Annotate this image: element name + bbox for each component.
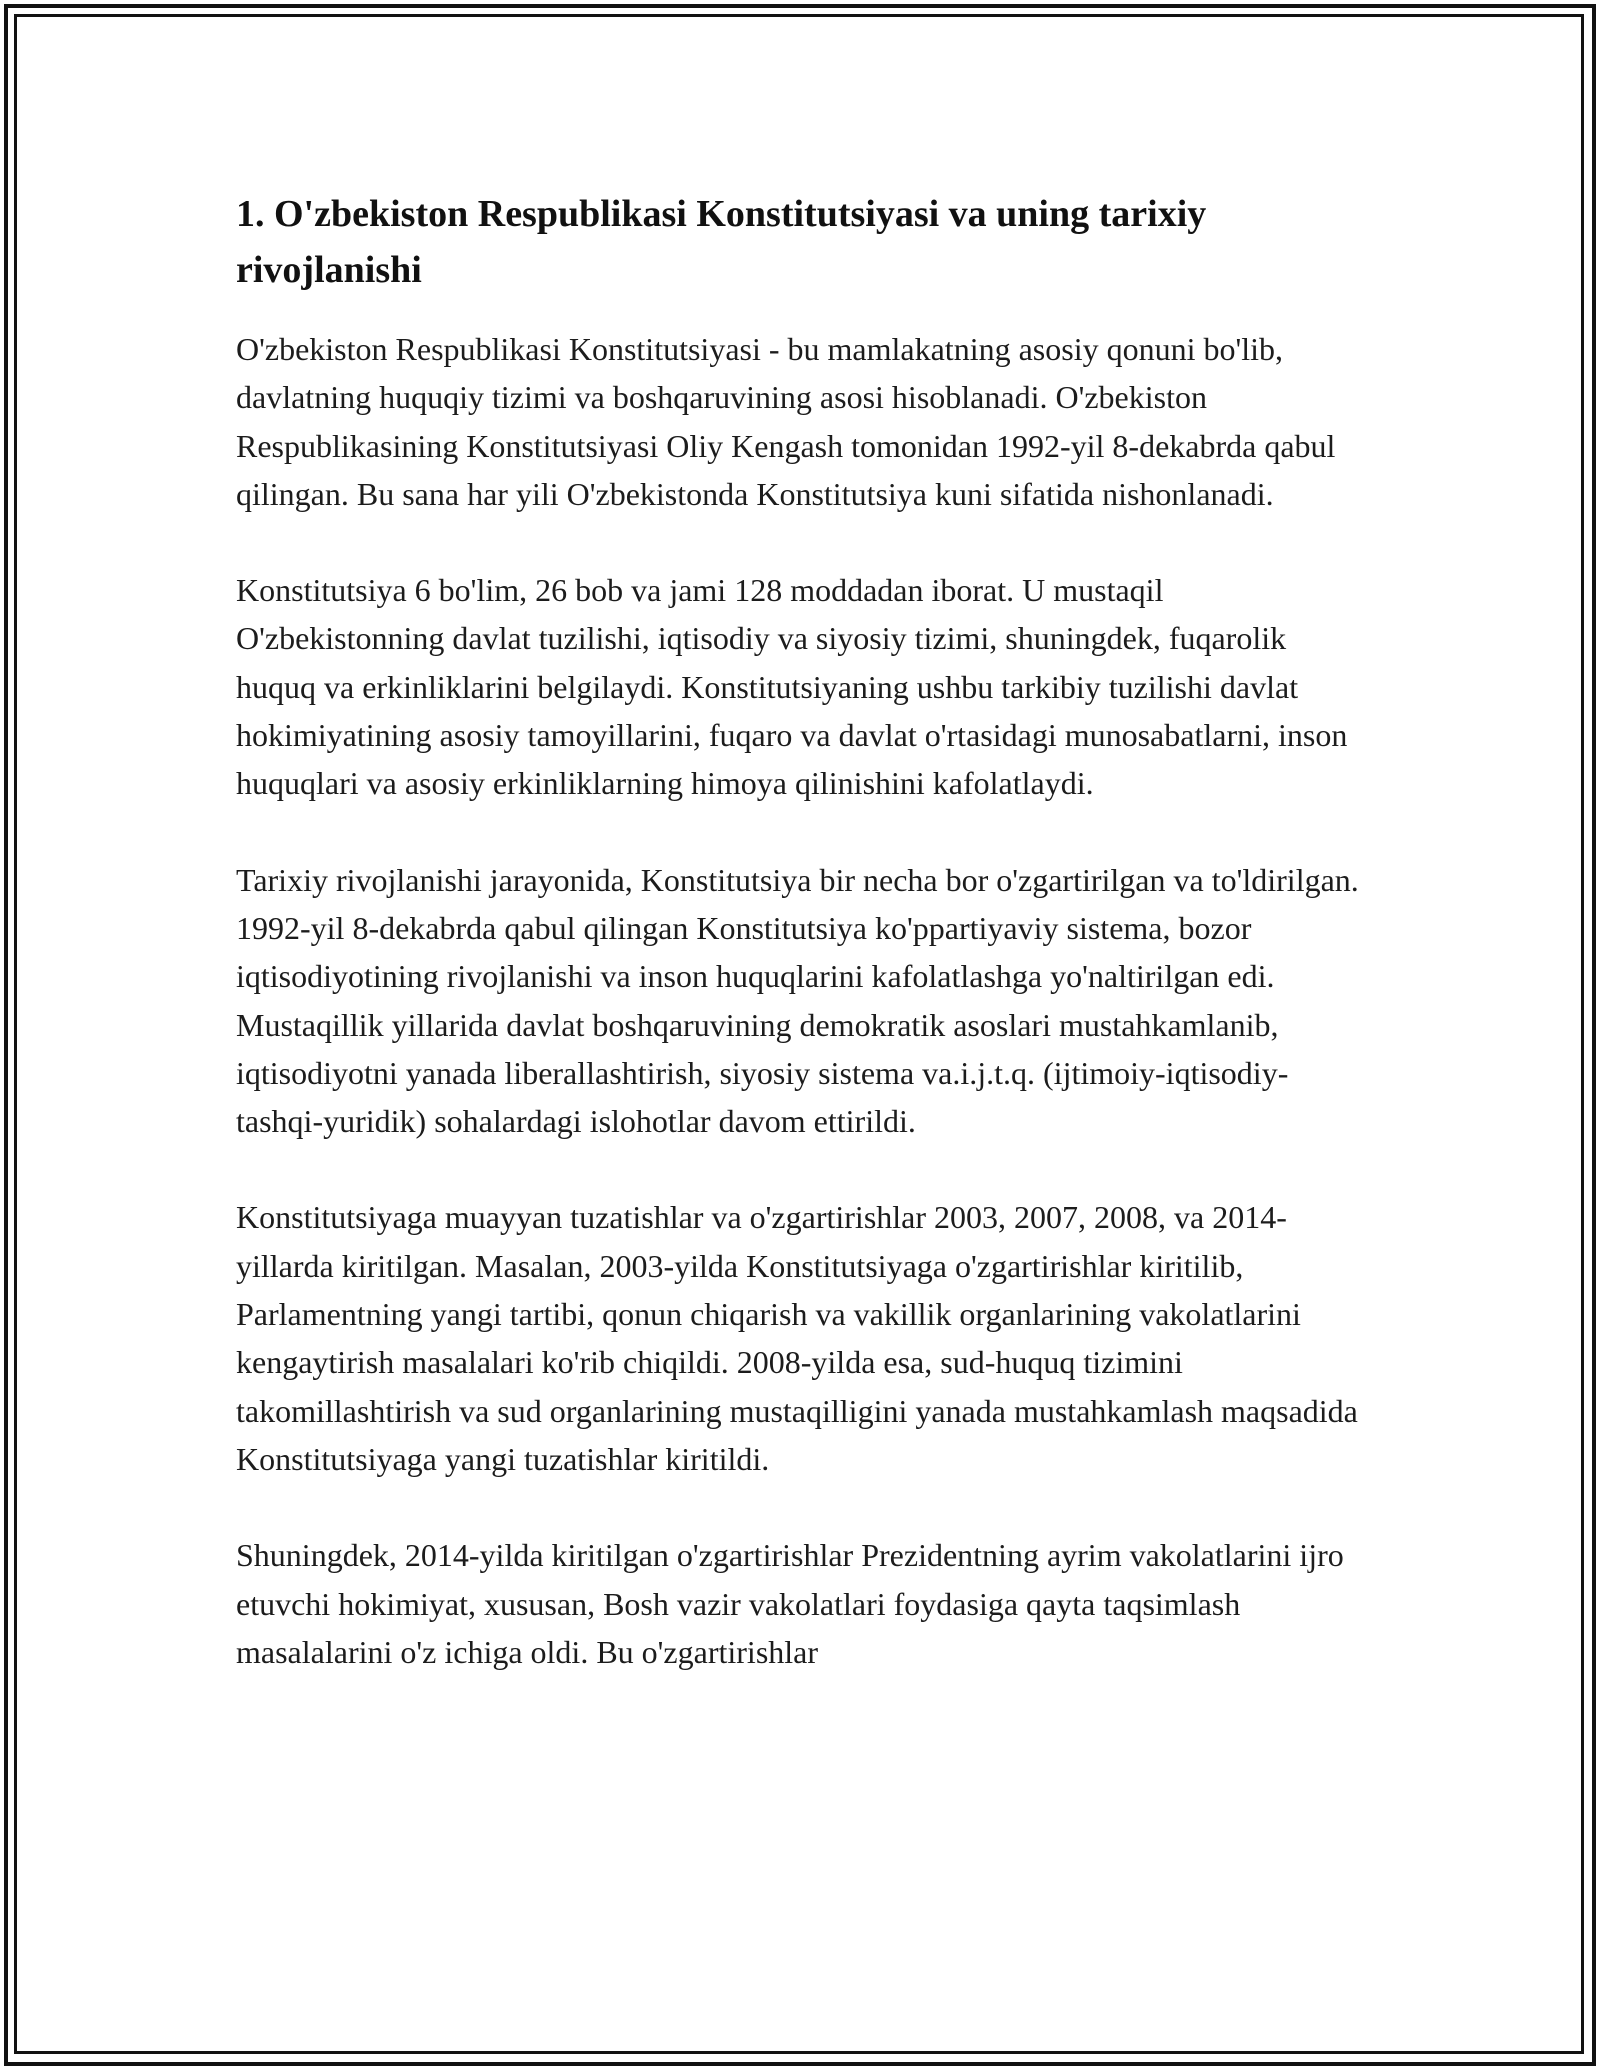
paragraph-3: Tarixiy rivojlanishi jarayonida, Konstitutsiya bir necha bor o'zgartirilgan va to'ldirilgan. 1992-yil 8-dekabrda qabul qilingan Konstitutsiya ko'ppartiyaviy sistema, bozor iqtisodiyotining rivojlanishi va inson huquqlarini kafolatlashga yo'naltirilgan edi. Mustaqillik yillarida davlat boshqaruvining demokratik asoslari mustahkamlanib, iqtisodiyotni yanada liberallashtirish, siyosiy sistema va.i.j.t.q. (ijtimoiy-iqtisodiy-tashqi-yuridik) sohalardagi islohotlar davom ettirildi.: [236, 861, 1359, 1140]
paragraph-2: Konstitutsiya 6 bo'lim, 26 bob va jami 128 moddadan iborat. U mustaqil O'zbekistonning davlat tuzilishi, iqtisodiy va siyosiy tizimi, shuningdek, fuqarolik huquq va erkinliklarini belgilaydi. Konstitutsiyaning ushbu tarkibiy tuzilishi davlat hokimiyatining asosiy tamoyillarini, fuqaro va davlat o'rtasidagi munosabatlarni, inson huquqlari va asosiy erkinliklarning himoya qilinishini kafolatlaydi.: [236, 572, 1348, 802]
paragraph-4: Konstitutsiyaga muayyan tuzatishlar va o'zgartirishlar 2003, 2007, 2008, va 2014-yillarda kiritilgan. Masalan, 2003-yilda Konstitutsiyaga o'zgartirishlar kiritilib, Parlamentning yangi tartibi, qonun chiqarish va vakillik organlarining vakolatlarini kengaytirish masalalari ko'rib chiqildi. 2008-yilda esa, sud-huquq tizimini takomillashtirish va sud organlarining mustaqilligini yanada mustahkamlash maqsadida Konstitutsiyaga yangi tuzatishlar kiritildi.: [236, 1199, 1358, 1477]
paragraph-1: O'zbekiston Respublikasi Konstitutsiyasi - bu mamlakatning asosiy qonuni bo'lib, davlatning huquqiy tizimi va boshqaruvining asosi hisoblanadi. O'zbekiston Respublikasining Konstitutsiyasi Oliy Kengash tomonidan 1992-yil 8-dekabrda qabul qilingan. Bu sana har yili O'zbekistonda Konstitutsiya kuni sifatida nishonlanadi.: [236, 331, 1336, 512]
section-title: 1. O'zbekiston Respublikasi Konstitutsiyasi va uning tarixiy rivojlanishi: [236, 193, 1207, 291]
paragraph-5: Shuningdek, 2014-yilda kiritilgan o'zgartirishlar Prezidentning ayrim vakolatlarini ijro etuvchi hokimiyat, xususan, Bosh vazir vakolatlari foydasiga qayta taqsimlash masalalarini o'z ichiga oldi. Bu o'zgartirishlar: [236, 1537, 1344, 1670]
document-body: [236, 186, 1366, 1724]
